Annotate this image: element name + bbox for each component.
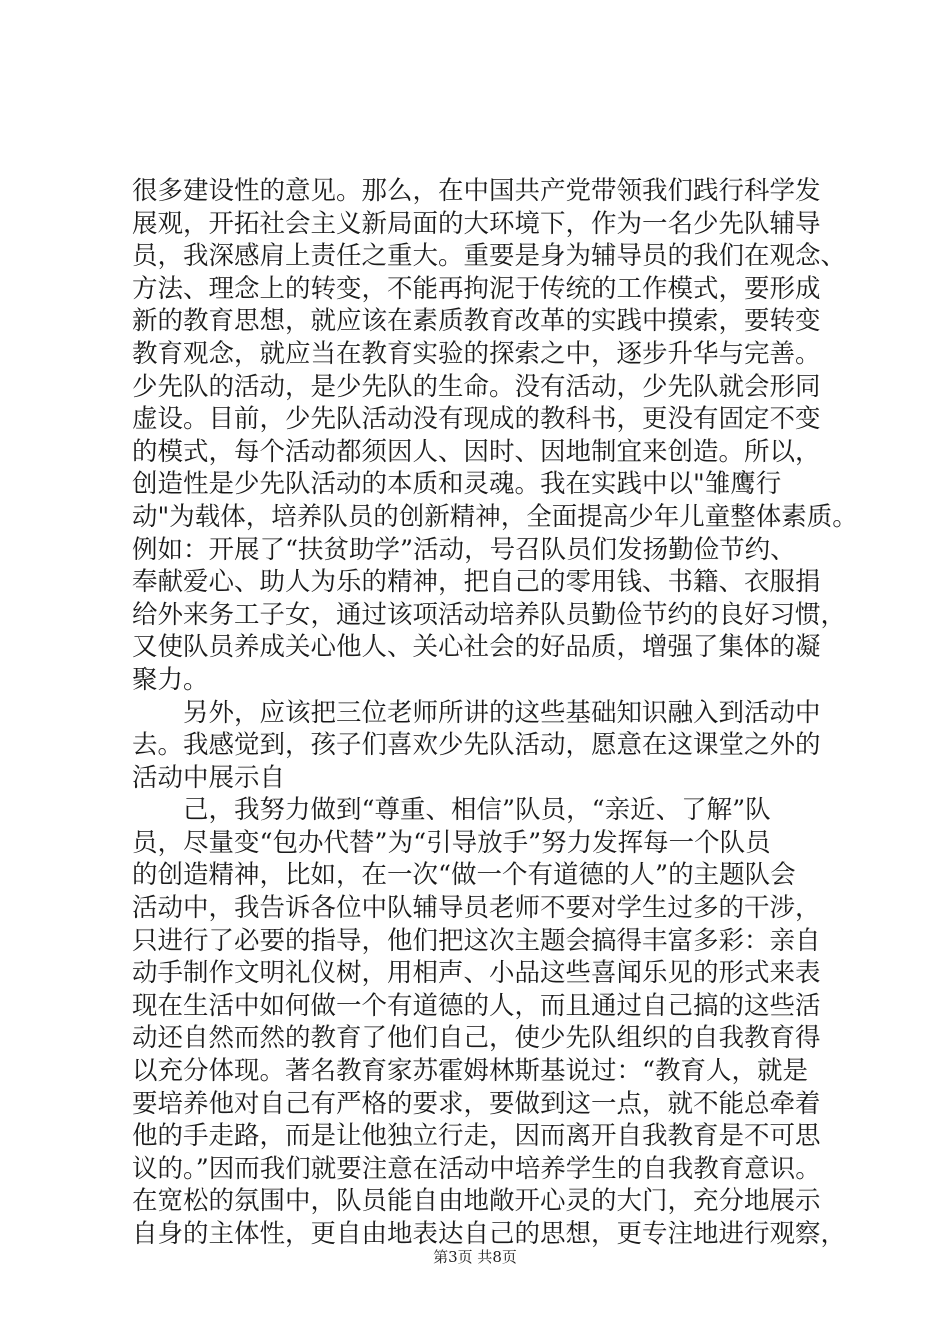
text-line: 动手制作文明礼仪树，用相声、小品这些喜闻乐见的形式来表 — [132, 958, 821, 989]
text-line: 活动中，我告诉各位中队辅导员老师不要对学生过多的干涉， — [132, 893, 821, 924]
text-line: 动"为载体，培养队员的创新精神，全面提高少年儿童整体素质。 — [132, 501, 858, 532]
text-line: 自身的主体性，更自由地表达自己的思想，更专注地进行观察， — [132, 1219, 847, 1249]
text-line: 动还自然而然的教育了他们自己，使少先队组织的自我教育得 — [132, 1023, 821, 1054]
page-number-footer: 第3页 共8页 — [433, 1248, 517, 1266]
text-line: 己，我努力做到“尊重、相信”队员，“亲近、了解”队 — [132, 795, 771, 826]
text-line: 聚力。 — [132, 664, 209, 695]
text-line: 要培养他对自己有严格的要求，要做到这一点，就不能总牵着 — [132, 1088, 821, 1119]
body-text — [132, 175, 858, 1251]
text-line: 员，尽量变“包办代替”为“引导放手”努力发挥每一个队员 — [132, 827, 771, 858]
text-line: 他的手走路，而是让他独立行走，因而离开自我教育是不可思 — [132, 1121, 821, 1152]
text-line: 另外，应该把三位老师所讲的这些基础知识融入到活动中 — [132, 697, 821, 728]
text-line: 的模式，每个活动都须因人、因时、因地制宜来创造。所以， — [132, 436, 821, 467]
text-line: 员，我深感肩上责任之重大。重要是身为辅导员的我们在观念、 — [132, 241, 847, 272]
text-line: 很多建设性的意见。那么，在中国共产党带领我们践行科学发 — [132, 176, 821, 206]
text-line: 去。我感觉到，孩子们喜欢少先队活动，愿意在这课堂之外的 — [132, 730, 821, 761]
text-line: 例如：开展了“扶贫助学”活动，号召队员们发扬勤俭节约、 — [132, 534, 796, 565]
text-line: 现在生活中如何做一个有道德的人，而且通过自己搞的这些活 — [132, 990, 821, 1021]
text-line: 创造性是少先队活动的本质和灵魂。我在实践中以"雏鹰行 — [132, 469, 782, 500]
text-line: 以充分体现。著名教育家苏霍姆林斯基说过：“教育人，就是 — [132, 1056, 809, 1087]
text-line: 新的教育思想，就应该在素质教育改革的实践中摸索，要转变 — [132, 306, 821, 337]
text-line: 虚设。目前，少先队活动没有现成的教科书，更没有固定不变 — [132, 404, 821, 435]
text-line: 只进行了必要的指导，他们把这次主题会搞得丰富多彩：亲自 — [132, 925, 821, 956]
text-line: 活动中展示自 — [132, 762, 286, 793]
text-line: 方法、理念上的转变，不能再拘泥于传统的工作模式，要形成 — [132, 273, 821, 304]
text-line: 奉献爱心、助人为乐的精神，把自己的零用钱、书籍、衣服捐 — [132, 567, 821, 598]
text-line: 给外来务工子女，通过该项活动培养队员勤俭节约的良好习惯， — [132, 599, 847, 630]
text-line: 又使队员养成关心他人、关心社会的好品质，增强了集体的凝 — [132, 632, 821, 663]
text-line: 展观，开拓社会主义新局面的大环境下，作为一名少先队辅导 — [132, 208, 821, 239]
text-line: 的创造精神，比如，在一次“做一个有道德的人”的主题队会 — [132, 860, 796, 891]
text-line: 在宽松的氛围中，队员能自由地敞开心灵的大门，充分地展示 — [132, 1186, 821, 1217]
text-line: 教育观念，就应当在教育实验的探索之中，逐步升华与完善。 — [132, 338, 821, 369]
text-line: 少先队的活动，是少先队的生命。没有活动，少先队就会形同 — [132, 371, 821, 402]
text-line: 议的。”因而我们就要注意在活动中培养学生的自我教育意识。 — [132, 1153, 821, 1184]
